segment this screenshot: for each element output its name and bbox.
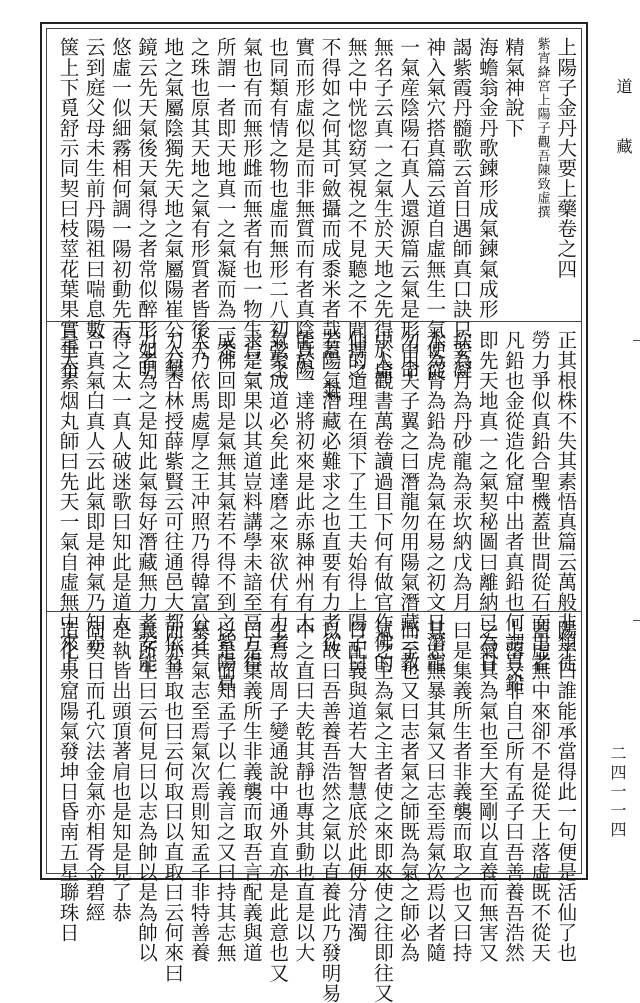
text-column: 海蟾翁金丹歌鍊形成氣鍊氣成形 <box>475 37 499 320</box>
text-column: 得之太一真人破迷歌曰知此是道太 <box>108 330 132 633</box>
register-middle <box>47 321 581 693</box>
text-column: 氣聚成道必矣此達磨之來欲伏有力者 <box>265 330 289 653</box>
text-columns <box>53 37 577 400</box>
text-column: 成佛回即是氣無其氣若不得不到之紫陽真 <box>213 330 237 693</box>
text-column: 曰是集義所生非義襲而取吾言配義與道 <box>239 620 263 963</box>
text-column: 神入氣穴搭真篇云道自虛無生一氣便從 <box>422 37 446 380</box>
text-column: 合真氣白真人云此氣即是神氣乃知赤 <box>82 330 106 653</box>
text-column: 中之直曰夫乾其靜也專其動也直是以大 <box>291 620 315 963</box>
text-column: 勞力爭似真鉛合聖機蓋世間從石而出者 <box>527 330 551 673</box>
text-column: 也同類有情之物也虛而無形二八初弦之 <box>265 37 289 380</box>
text-columns <box>53 330 577 693</box>
text-column: 水為腎為鉛為虎為氣在易之初文日潛龍 <box>422 330 446 673</box>
text-column: 凡鉛也金從造化窟中出者真鉛也何謂真鉛 <box>501 330 525 693</box>
text-column: 無之中恍惚窈冥視之不見聽之不聞搏之 <box>344 37 368 380</box>
text-column: 以故曰吾善養吾浩然之氣以直養此乃發明易 <box>318 620 342 1003</box>
text-column: 蓋虛無中來卻不是從天上落虛既不從天 <box>527 620 551 963</box>
text-column: 若陽氣潛藏必難求之也直要有力者從 <box>318 330 342 653</box>
text-column: 能於一達將初來是此赤縣神州有大 <box>291 330 315 633</box>
text-columns <box>53 620 577 1003</box>
text-column: 鏡云先天氣後天氣得之者常似醉形如明 <box>134 37 158 380</box>
text-column: 所謂一者即天地真一之氣凝而為一黍 <box>213 37 237 360</box>
text-column: 求是氣果以其道豈料講學未諳至鬲方得 <box>239 330 263 673</box>
text-column: 上落又非自己所有孟子曰吾善養吾浩然 <box>501 620 525 963</box>
text-column: 云到庭父母未生前丹陽祖曰喘息數 <box>82 37 106 340</box>
text-column: 陽子曰誰能承當得此一句便是活仙了也 <box>553 620 577 963</box>
text-column: 地之氣屬陰獨先天地之氣屬陽崔公入藥 <box>160 37 184 380</box>
text-column: 箧上下覓舒示同契曰枝莖花葉果實垂布 <box>56 37 79 380</box>
text-column: 不得如之何其可斂攝而成黍米者哉蓋一氣 <box>318 37 342 400</box>
text-column: 生焉故周子變通說中通外直亦是此意也又 <box>265 620 289 983</box>
text-column: 氣之主為氣之主者使之來即來使之往即往又 <box>370 620 394 1003</box>
text-column: 勿用夫子翼之曰潛龍勿用陽氣潛藏三教 <box>396 330 420 673</box>
text-column: 一氣産陰陽石真人還源篇云氣是形中命 <box>396 37 420 380</box>
text-column: 坎為月為丹砂龍為汞坎納戊為月 <box>449 330 473 613</box>
text-column: 之氣其為氣也至大至剛以直養而無害又 <box>475 620 499 963</box>
register-top <box>47 29 581 400</box>
text-column: 刀石杏林授薛紫賢云可往通邑大都依有 <box>160 330 184 673</box>
text-column: 曰是集義所生者非義襲而取之也又曰持 <box>449 620 473 963</box>
text-column: 以是而知孟子以仁義言之又曰持其志無 <box>213 620 237 963</box>
page-frame <box>40 22 588 1003</box>
text-column: 力者為之是知此氣每好潛藏無力者安能 <box>134 330 158 673</box>
text-column: 之珠也原其天地之氣有形質者皆後天 <box>187 37 211 360</box>
text-column: 謁紫霞丹髓歌云首日遇師真口訣只要凝 <box>449 37 473 380</box>
text-column: 義所生曰云何見曰以志為帥以是為帥以 <box>134 620 158 963</box>
text-column: 中人觀書萬卷讀過目下何有做官作佛的 <box>370 330 394 673</box>
margin-tick <box>633 340 640 341</box>
register-bottom <box>47 611 581 1003</box>
text-block <box>46 28 582 1003</box>
text-column: 即先天地真一之氣契秘圖曰離納已為日 <box>475 330 499 673</box>
text-column: 悠虛一似細霧相何調一陽初動先天 <box>108 37 132 340</box>
text-column: 仙的道理在須下了生工夫始得上陽子曰 <box>344 330 368 673</box>
text-column: 暴其氣志至焉氣次焉則知孟子非特善養 <box>187 620 211 963</box>
text-column: 正其根株不失其素悟真篇云萬般非類徒 <box>553 330 577 673</box>
text-column: 而至也又曰志者氣之師既為氣之師必為 <box>396 620 420 963</box>
text-column: 無名子云真一之氣生於天地之先得於虛 <box>370 37 394 380</box>
text-column: 而亦善取也曰云何取曰以直取曰云何來曰 <box>160 620 184 983</box>
text-column: 氣也有而無形雌而無者有也一物生焉二 <box>239 37 263 380</box>
text-column: 實而形虛似是而非無質而有者真陰真陽 <box>291 37 315 380</box>
text-column: 其志無暴其氣又曰志至焉氣次焉以者隨 <box>422 620 446 963</box>
page-number: 二四一一四 <box>608 745 627 840</box>
text-column: 造化泉窟陽氣發坤日昏南五星聯珠日 <box>56 620 79 943</box>
text-column: 精氣神說下 <box>501 37 525 138</box>
text-column: 日配義與道若大智慧底於此便分清濁 <box>344 620 368 943</box>
text-column: 人乃依馬處厚之王冲照乃得韓富公之 <box>187 330 211 653</box>
margin-tick <box>633 620 640 621</box>
collection-title: 道 藏 <box>614 78 633 168</box>
text-column: 同契日而孔穴法金氣亦相胥金碧經 <box>82 620 106 923</box>
text-column: 紫宵絳宮上陽子觀吾陳致虛撰 <box>534 37 550 219</box>
text-column: 是執皆出頭頂著肩也是知是見了恭 <box>108 620 132 923</box>
text-column: 上陽子金丹大要上藥卷之四 <box>553 37 577 279</box>
text-column: 是太素烟丸師曰先天一氣自虛無中來上 <box>56 330 79 673</box>
